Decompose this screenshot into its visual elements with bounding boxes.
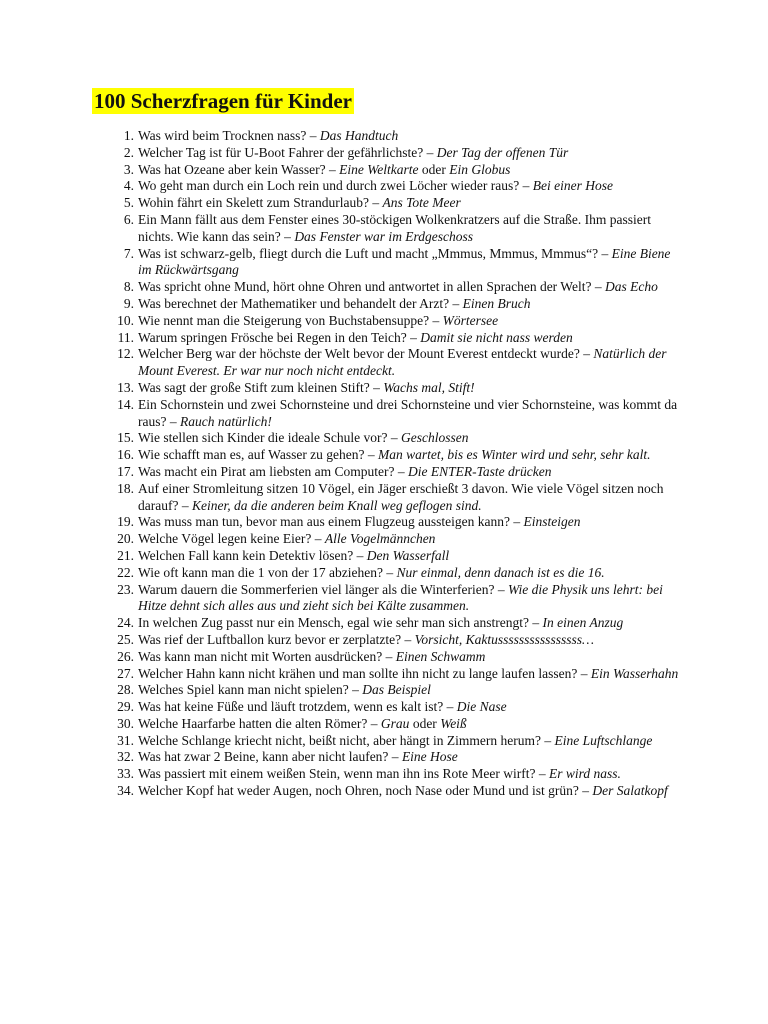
question-text: Welche Vögel legen keine Eier? –: [138, 531, 325, 547]
answer-text: Grau: [380, 715, 410, 731]
answer-text: Weiß: [440, 715, 467, 731]
answer-text: Eine Biene im Rückwärtsgang: [138, 245, 671, 278]
answer-text: Eine Weltkarte: [339, 161, 419, 177]
list-item: [92, 666, 682, 683]
item-number: 30 .: [112, 716, 134, 733]
list-item: [92, 178, 682, 195]
answer-text: Wachs mal, Stift!: [383, 379, 475, 395]
item-number: 31 .: [112, 733, 134, 750]
item-number: 8 .: [112, 279, 134, 296]
answer-text: Der Tag der offenen Tür: [436, 144, 569, 160]
question-text: Was sagt der große Stift zum kleinen Stift? –: [138, 379, 384, 395]
answer-text: Das Handtuch: [319, 128, 399, 143]
list-item: [92, 699, 682, 716]
question-text: Welcher Kopf hat weder Augen, noch Ohren, noch Nase oder Mund und ist grün? –: [138, 783, 593, 799]
connector-text: oder: [409, 715, 441, 731]
list-item: [92, 548, 682, 565]
answer-text: Die Nase: [456, 699, 507, 715]
question-text: Wie stellen sich Kinder die ideale Schule vor? –: [138, 430, 401, 446]
list-item: [92, 481, 682, 515]
item-number: 13 .: [112, 380, 134, 397]
list-item: [92, 766, 682, 783]
list-item: [92, 296, 682, 313]
question-text: Wo geht man durch ein Loch rein und durch zwei Löcher wieder raus? –: [138, 178, 533, 194]
item-number: 15 .: [112, 430, 134, 447]
answer-text: Nur einmal, denn danach ist es die 16.: [396, 564, 605, 580]
list-item: [92, 749, 682, 766]
question-text: Auf einer Stromleitung sitzen 10 Vögel, ein Jäger erschießt 3 davon. Wie viele Vögel sitzen noch darauf? –: [138, 480, 664, 513]
item-number: 12 .: [112, 346, 134, 363]
answer-text: Einsteigen: [523, 514, 581, 530]
item-number: 7 .: [112, 246, 134, 263]
question-text: Welche Haarfarbe hatten die alten Römer? –: [138, 715, 381, 731]
item-number: 18 .: [112, 481, 134, 498]
question-text: Welcher Berg war der höchste der Welt bevor der Mount Everest entdeckt wurde? –: [138, 346, 594, 362]
item-number: 29 .: [112, 699, 134, 716]
answer-text: Einen Bruch: [462, 295, 531, 311]
question-text: Was kann man nicht mit Worten ausdrücken? –: [138, 648, 396, 664]
question-text: Wie schafft man es, auf Wasser zu gehen? –: [138, 447, 379, 463]
list-item: [92, 279, 682, 296]
answer-text: Er wird nass.: [548, 766, 621, 782]
answer-text: Eine Hose: [401, 749, 458, 765]
list-item: [92, 716, 682, 733]
item-number: 14 .: [112, 397, 134, 414]
list-item: [92, 313, 682, 330]
item-number: 3 .: [112, 162, 134, 179]
item-number: 16 .: [112, 447, 134, 464]
item-number: 27 .: [112, 666, 134, 683]
item-number: 9 .: [112, 296, 134, 313]
item-number: 19 .: [112, 514, 134, 531]
item-number: 6 .: [112, 212, 134, 229]
item-number: 1 .: [112, 128, 134, 145]
list-item: [92, 632, 682, 649]
list-item: [92, 330, 682, 347]
answer-text: Wörtersee: [442, 312, 499, 328]
answer-text: Geschlossen: [401, 430, 469, 446]
question-text: Welche Schlange kriecht nicht, beißt nicht, aber hängt in Zimmern herum? –: [138, 732, 555, 748]
answer-text: Rauch natürlich!: [179, 413, 272, 429]
list-item: [92, 615, 682, 632]
answer-text: Einen Schwamm: [395, 648, 486, 664]
list-item: [92, 531, 682, 548]
answer-text: Das Fenster war im Erdgeschoss: [294, 228, 474, 244]
item-number: 21 .: [112, 548, 134, 565]
question-text: Wie nennt man die Steigerung von Buchstabensuppe? –: [138, 312, 443, 328]
question-text: Welcher Tag ist für U-Boot Fahrer der gefährlichste? –: [138, 144, 437, 160]
list-item: [92, 246, 682, 280]
question-text: Was hat Ozeane aber kein Wasser? –: [138, 161, 340, 177]
item-number: 23 .: [112, 582, 134, 599]
list-item: [92, 783, 682, 800]
item-number: 26 .: [112, 649, 134, 666]
question-text: Was berechnet der Mathematiker und behandelt der Arzt? –: [138, 295, 463, 311]
joke-list: [92, 128, 682, 800]
list-item: [92, 397, 682, 431]
item-number: 11 .: [112, 330, 134, 347]
list-item: [92, 733, 682, 750]
answer-text: Ans Tote Meer: [382, 195, 461, 211]
question-text: Was rief der Luftballon kurz bevor er zerplatzte? –: [138, 631, 415, 647]
question-text: Ein Schornstein und zwei Schornsteine und drei Schornsteine und vier Schornsteine, was kommt da raus? –: [138, 396, 678, 429]
connector-text: oder: [418, 161, 450, 177]
answer-text: Der Salatkopf: [592, 783, 668, 799]
list-item: [92, 162, 682, 179]
answer-text: Eine Luftschlange: [554, 732, 653, 748]
question-text: Was spricht ohne Mund, hört ohne Ohren und antwortet in allen Sprachen der Welt? –: [138, 279, 605, 295]
answer-text: Wie die Physik uns lehrt: bei Hitze dehnt sich alles aus und zieht sich bei Kälte zusammen.: [138, 581, 663, 614]
question-text: Was wird beim Trocknen nass? –: [138, 128, 320, 143]
question-text: Was ist schwarz-gelb, fliegt durch die Luft und macht „Mmmus, Mmmus, Mmmus“? –: [138, 245, 612, 261]
item-number: 4 .: [112, 178, 134, 195]
page-title: 100 Scherzfragen für Kinder: [94, 89, 352, 113]
list-item: [92, 195, 682, 212]
list-item: [92, 464, 682, 481]
answer-text: Natürlich der Mount Everest. Er war nur noch nicht entdeckt.: [138, 346, 667, 379]
answer-text: Damit sie nicht nass werden: [420, 329, 573, 345]
question-text: Welches Spiel kann man nicht spielen? –: [138, 682, 363, 698]
list-item: [92, 380, 682, 397]
answer-text: Den Wasserfall: [366, 547, 450, 563]
item-number: 32 .: [112, 749, 134, 766]
list-item: [92, 582, 682, 616]
question-text: Was muss man tun, bevor man aus einem Flugzeug aussteigen kann? –: [138, 514, 524, 530]
list-item: [92, 430, 682, 447]
item-number: 17 .: [112, 464, 134, 481]
answer-text: Ein Wasserhahn: [590, 665, 679, 681]
answer-text: Das Echo: [604, 279, 658, 295]
question-text: Was hat zwar 2 Beine, kann aber nicht laufen? –: [138, 749, 402, 765]
item-number: 25 .: [112, 632, 134, 649]
answer-text: Keiner, da die anderen beim Knall weg geflogen sind.: [191, 497, 482, 513]
question-text: Welchen Fall kann kein Detektiv lösen? –: [138, 547, 367, 563]
question-text: Was macht ein Pirat am liebsten am Computer? –: [138, 463, 408, 479]
answer-text: Bei einer Hose: [532, 178, 613, 194]
question-text: Was hat keine Füße und läuft trotzdem, wenn es kalt ist? –: [138, 699, 457, 715]
answer-text: Alle Vogelmännchen: [324, 531, 436, 547]
list-item: [92, 145, 682, 162]
answer-text: In einen Anzug: [542, 615, 624, 631]
question-text: Warum dauern die Sommerferien viel länger als die Winterferien? –: [138, 581, 508, 597]
question-text: Wie oft kann man die 1 von der 17 abziehen? –: [138, 564, 397, 580]
question-text: Was passiert mit einem weißen Stein, wenn man ihn ins Rote Meer wirft? –: [138, 766, 549, 782]
question-text: Warum springen Frösche bei Regen in den Teich? –: [138, 329, 421, 345]
question-text: In welchen Zug passt nur ein Mensch, egal wie sehr man sich anstrengt? –: [138, 615, 543, 631]
item-number: 24 .: [112, 615, 134, 632]
list-item: [92, 514, 682, 531]
question-text: Wohin fährt ein Skelett zum Strandurlaub? –: [138, 195, 383, 211]
item-number: 34 .: [112, 783, 134, 800]
list-item: [92, 346, 682, 380]
item-number: 5 .: [112, 195, 134, 212]
list-item: [92, 682, 682, 699]
item-number: 22 .: [112, 565, 134, 582]
answer-text: Vorsicht, Kaktussssssssssssssss…: [414, 631, 594, 647]
list-item: [92, 565, 682, 582]
list-item: [92, 128, 682, 145]
list-item: [92, 447, 682, 464]
item-number: 28 .: [112, 682, 134, 699]
question-text: Welcher Hahn kann nicht krähen und man sollte ihn nicht zu lange laufen lassen? –: [138, 665, 591, 681]
item-number: 10 .: [112, 313, 134, 330]
answer-text: Man wartet, bis es Winter wird und sehr, sehr kalt.: [378, 447, 651, 463]
list-item: [92, 649, 682, 666]
answer-text: Ein Globus: [449, 161, 511, 177]
item-number: 33 .: [112, 766, 134, 783]
answer-text: Die ENTER-Taste drücken: [407, 463, 552, 479]
list-item: [92, 212, 682, 246]
item-number: 20 .: [112, 531, 134, 548]
question-text: Ein Mann fällt aus dem Fenster eines 30-stöckigen Wolkenkratzers auf die Straße. Ihm passiert nichts. Wie kann das sein? –: [138, 211, 652, 244]
item-number: 2 .: [112, 145, 134, 162]
answer-text: Das Beispiel: [362, 682, 431, 698]
